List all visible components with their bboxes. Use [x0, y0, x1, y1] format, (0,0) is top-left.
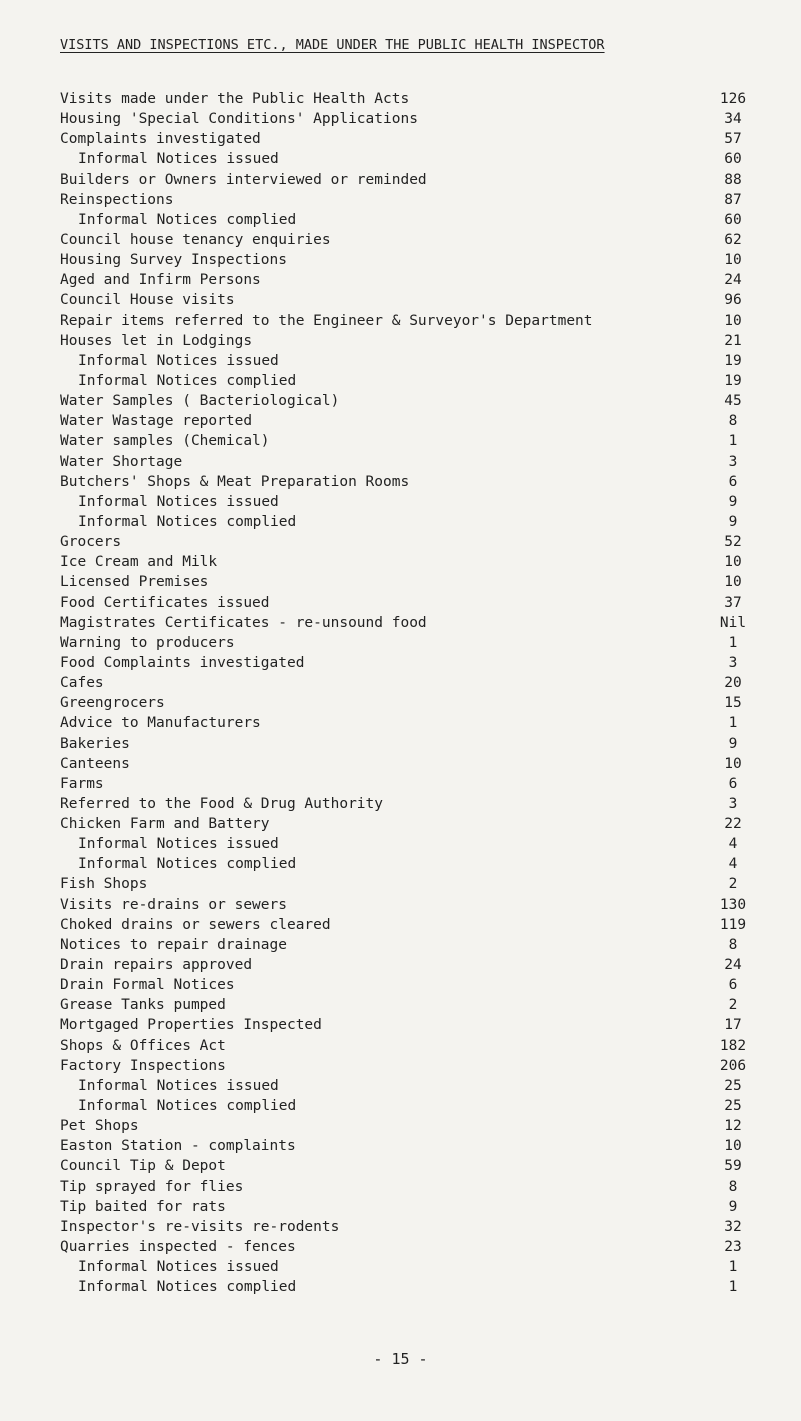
item-label: Factory Inspections: [60, 1057, 226, 1074]
item-count: 52: [724, 534, 742, 551]
item-label: Drain Formal Notices: [60, 977, 235, 994]
item-count: 22: [724, 816, 742, 833]
item-label: Council house tenancy enquiries: [60, 231, 331, 248]
item-row: [60, 633, 760, 653]
item-label: Grocers: [60, 534, 122, 551]
item-label: Informal Notices complied: [78, 1098, 297, 1115]
item-count: 10: [724, 755, 742, 772]
item-label: Quarries inspected - fences: [60, 1239, 296, 1256]
item-row: [60, 653, 760, 673]
item-row: [60, 311, 760, 331]
item-label: Easton Station - complaints: [60, 1138, 296, 1155]
item-label: Notices to repair drainage: [60, 936, 287, 953]
item-label: Referred to the Food & Drug Authority: [60, 795, 384, 812]
item-row: [60, 552, 760, 572]
item-label: Informal Notices issued: [78, 151, 279, 168]
item-label: Choked drains or sewers cleared: [60, 916, 331, 933]
item-row: [60, 452, 760, 472]
item-label: Complaints investigated: [60, 131, 261, 148]
item-row: [60, 754, 760, 774]
item-count: 1: [728, 715, 738, 732]
item-label: Mortgaged Properties Inspected: [60, 1017, 322, 1034]
item-label: Informal Notices issued: [78, 1077, 279, 1094]
item-count: 19: [724, 352, 742, 369]
item-label: Water Samples ( Bacteriological): [60, 393, 340, 410]
item-row: [60, 774, 760, 794]
item-count: 20: [724, 675, 742, 692]
item-count: 126: [719, 91, 747, 107]
item-label: Informal Notices complied: [78, 372, 297, 389]
item-count: 45: [724, 393, 742, 410]
item-count: 2: [728, 997, 738, 1014]
item-row: [60, 230, 760, 250]
item-label: Chicken Farm and Battery: [60, 816, 270, 833]
item-label: Cafes: [60, 675, 104, 692]
item-row: [60, 472, 760, 492]
sub-item-row: [60, 492, 760, 512]
sub-item-row: [60, 1096, 760, 1116]
item-count: 4: [728, 836, 738, 853]
item-count: 24: [724, 957, 742, 974]
sub-item-row: [60, 351, 760, 371]
item-label: Tip baited for rats: [60, 1198, 226, 1215]
item-count: 2: [728, 876, 738, 893]
item-count: 1: [728, 1279, 738, 1296]
sub-item-row: [60, 1277, 760, 1297]
item-count: 59: [724, 1158, 742, 1175]
item-label: Licensed Premises: [60, 574, 209, 591]
item-label: Magistrates Certificates - re-unsound food: [60, 614, 427, 631]
sub-item-row: [60, 512, 760, 532]
item-count: 130: [719, 896, 747, 913]
item-row: [60, 1237, 760, 1257]
item-label: Repair items referred to the Engineer & Surveyor's Department: [60, 312, 593, 329]
sub-item-row: [60, 1257, 760, 1277]
item-row: [60, 874, 760, 894]
item-count: 32: [724, 1218, 742, 1235]
item-row: [60, 1116, 760, 1136]
item-row: [60, 814, 760, 834]
item-label: Butchers' Shops & Meat Preparation Rooms: [60, 473, 410, 490]
item-row: [60, 794, 760, 814]
item-row: [60, 270, 760, 290]
item-count: 9: [728, 493, 738, 510]
item-label: Greengrocers: [60, 695, 165, 712]
page-heading: VISITS AND INSPECTIONS ETC., MADE UNDER THE PUBLIC HEALTH INSPECTOR: [60, 37, 605, 53]
item-label: Council Tip & Depot: [60, 1158, 226, 1175]
item-row: [60, 593, 760, 613]
item-label: Food Certificates issued: [60, 594, 270, 611]
item-label: Informal Notices issued: [78, 1259, 279, 1276]
item-count: 6: [728, 473, 738, 490]
item-count: 206: [719, 1057, 747, 1074]
item-label: Reinspections: [60, 191, 174, 208]
item-count: 34: [724, 111, 742, 128]
item-row: [60, 1015, 760, 1035]
item-row: [60, 1156, 760, 1176]
item-row: [60, 975, 760, 995]
item-count: 21: [724, 332, 742, 349]
item-label: Food Complaints investigated: [60, 654, 305, 671]
item-label: Water Shortage: [60, 453, 183, 470]
item-label: Inspector's re-visits re-rodents: [60, 1218, 340, 1235]
item-row: [60, 431, 760, 451]
item-label: Informal Notices complied: [78, 211, 297, 228]
item-label: Informal Notices complied: [78, 856, 297, 873]
item-count: 57: [724, 131, 742, 148]
item-label: Aged and Infirm Persons: [60, 272, 261, 289]
item-row: [60, 1177, 760, 1197]
item-count: 10: [724, 252, 742, 269]
item-label: Ice Cream and Milk: [60, 554, 218, 571]
item-count: 25: [724, 1077, 742, 1094]
item-label: Farms: [60, 775, 104, 792]
item-label: Informal Notices issued: [78, 493, 279, 510]
item-count: 8: [728, 413, 738, 430]
item-row: [60, 1197, 760, 1217]
item-label: Informal Notices issued: [78, 836, 279, 853]
item-count: 9: [728, 513, 738, 530]
item-label: Bakeries: [60, 735, 130, 752]
sub-item-row: [60, 210, 760, 230]
item-row: [60, 331, 760, 351]
item-label: Fish Shops: [60, 876, 148, 893]
item-count: Nil: [719, 614, 747, 631]
item-count: 1: [728, 1259, 738, 1276]
item-label: Housing Survey Inspections: [60, 252, 287, 269]
item-count: 6: [728, 775, 738, 792]
item-count: 87: [724, 191, 742, 208]
item-row: [60, 935, 760, 955]
item-label: Council House visits: [60, 292, 235, 309]
item-row: [60, 1056, 760, 1076]
item-count: 6: [728, 977, 738, 994]
sub-item-row: [60, 1076, 760, 1096]
sub-item-row: [60, 371, 760, 391]
item-row: [60, 290, 760, 310]
item-row: [60, 673, 760, 693]
item-row: [60, 129, 760, 149]
item-label: Informal Notices complied: [78, 1279, 297, 1296]
sub-item-row: [60, 834, 760, 854]
item-row: [60, 572, 760, 592]
item-row: [60, 713, 760, 733]
item-count: 10: [724, 554, 742, 571]
item-row: [60, 734, 760, 754]
item-count: 182: [719, 1037, 747, 1054]
item-row: [60, 1217, 760, 1237]
item-row: [60, 109, 760, 129]
item-label: Visits re-drains or sewers: [60, 896, 287, 913]
item-count: 8: [728, 936, 738, 953]
item-label: Advice to Manufacturers: [60, 715, 261, 732]
item-count: 15: [724, 695, 742, 712]
item-label: Informal Notices complied: [78, 513, 297, 530]
item-count: 96: [724, 292, 742, 309]
item-count: 24: [724, 272, 742, 289]
item-row: [60, 1036, 760, 1056]
item-count: 8: [728, 1178, 738, 1195]
item-row: [60, 190, 760, 210]
item-label: Canteens: [60, 755, 130, 772]
item-row: [60, 955, 760, 975]
item-row: [60, 532, 760, 552]
item-count: 23: [724, 1239, 742, 1256]
item-label: Grease Tanks pumped: [60, 997, 226, 1014]
item-row: [60, 693, 760, 713]
item-label: Housing 'Special Conditions' Applications: [60, 111, 418, 128]
item-count: 10: [724, 574, 742, 591]
item-label: Shops & Offices Act: [60, 1037, 226, 1054]
sub-item-row: [60, 854, 760, 874]
item-count: 3: [728, 795, 738, 812]
item-count: 119: [719, 916, 747, 933]
item-count: 19: [724, 372, 742, 389]
item-count: 60: [724, 151, 742, 168]
item-count: 1: [728, 634, 738, 651]
inspection-list: [60, 89, 760, 1297]
item-count: 88: [724, 171, 742, 188]
item-row: [60, 915, 760, 935]
sub-item-row: [60, 149, 760, 169]
item-label: Water Wastage reported: [60, 413, 253, 430]
item-label: Tip sprayed for flies: [60, 1178, 244, 1195]
item-row: [60, 613, 760, 633]
item-row: [60, 411, 760, 431]
item-count: 60: [724, 211, 742, 228]
item-row: [60, 170, 760, 190]
item-count: 37: [724, 594, 742, 611]
item-label: Pet Shops: [60, 1118, 139, 1135]
item-row: [60, 895, 760, 915]
item-count: 10: [724, 1138, 742, 1155]
item-label: Houses let in Lodgings: [60, 332, 253, 349]
item-row: [60, 1136, 760, 1156]
item-label: Informal Notices issued: [78, 352, 279, 369]
item-count: 4: [728, 856, 738, 873]
item-count: 9: [728, 735, 738, 752]
item-row: [60, 89, 760, 109]
item-row: [60, 250, 760, 270]
item-label: Water samples (Chemical): [60, 433, 270, 450]
item-row: [60, 995, 760, 1015]
item-count: 25: [724, 1098, 742, 1115]
item-label: Visits made under the Public Health Acts: [60, 91, 410, 107]
item-label: Drain repairs approved: [60, 957, 253, 974]
page-number: - 15 -: [373, 1350, 428, 1368]
item-label: Builders or Owners interviewed or reminded: [60, 171, 427, 188]
item-label: Warning to producers: [60, 634, 235, 651]
item-count: 3: [728, 453, 738, 470]
item-count: 1: [728, 433, 738, 450]
item-count: 12: [724, 1118, 742, 1135]
item-row: [60, 391, 760, 411]
item-count: 3: [728, 654, 738, 671]
item-count: 9: [728, 1198, 738, 1215]
item-count: 17: [724, 1017, 742, 1034]
item-count: 10: [724, 312, 742, 329]
item-count: 62: [724, 231, 742, 248]
